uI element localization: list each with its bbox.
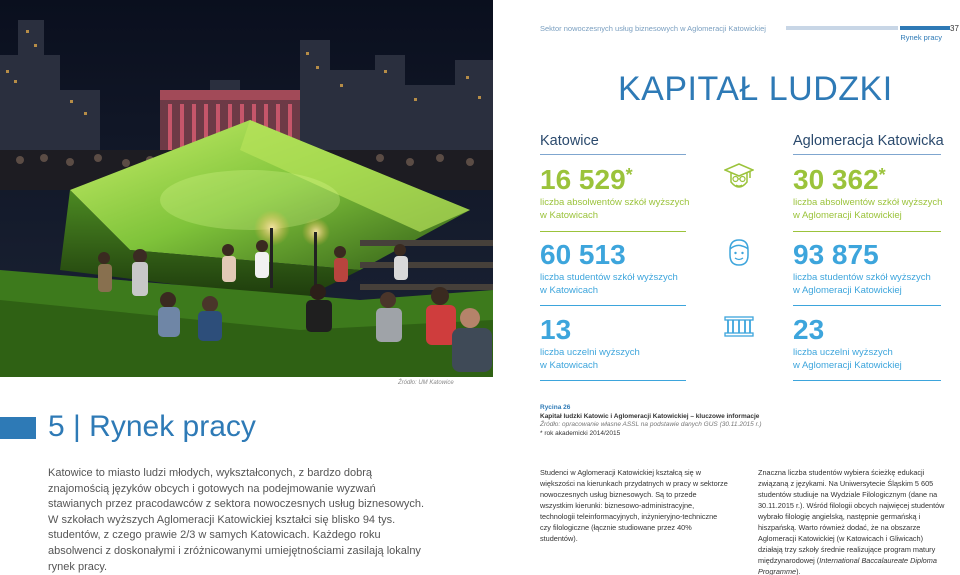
stat-label: liczba studentów szkół wyższych w Katowicach: [540, 272, 678, 296]
stat-rule: [793, 380, 941, 381]
body-column-2: Znaczna liczba studentów wybiera ścieżkę edukacji związaną z językami. Na Uniwersytecie Śląskim 5 605 studentów studiuje na Wydziale Filologicznym (dane na 30.11.2015 r.). Wśród filologii obcych najwięcej studentów wybrało filologię angielską, następnie germańską i hiszpańską. Warto również dodać, że na obszarze Aglomeracji Katowickiej (w Katowicach i Gliwicach) działają trzy szkoły średnie realizujące program matury międzynarodowej (International Baccalaureate Diploma Programme).: [758, 468, 945, 575]
figure-label: Rycina 26: [540, 404, 571, 411]
column-heading-katowice: Katowice: [540, 133, 599, 149]
stat-rule: [540, 231, 686, 232]
stat-value: 93 875: [793, 239, 879, 270]
cover-photo: [0, 0, 493, 377]
stat-universities-katowice: [540, 316, 640, 372]
stat-label: liczba absolwentów szkół wyższych w Katowicach: [540, 197, 690, 221]
university-building-icon: [724, 316, 754, 343]
heading-rule-right: [793, 154, 941, 155]
stat-students-katowice: [540, 241, 678, 297]
header-bar-light: [786, 26, 898, 30]
photo-credit: Źródło: UM Katowice: [398, 380, 454, 386]
header-bar-dark: [900, 26, 950, 30]
student-face-icon: [726, 238, 752, 273]
header-bars: [786, 26, 950, 30]
lead-paragraph: Katowice to miasto ludzi młodych, wykształconych, z bardzo dobrą znajomością języków obcych i gotowych na podejmowanie wyzwań stawianych przez pracodawców z sektora nowoczesnych usług biznesowych. W szkołach wyższych Aglomeracji Katowickiej kształci się blisko 94 tys. studentów, z czego prawie 2/3 w samych Katowicach. Każdego roku absolwenci z doskonałymi i zróżnicowanymi umiejętnościami zasilają lokalny rynek pracy.: [48, 467, 425, 573]
stat-value: 60 513: [540, 239, 626, 270]
emphasis-programme-name: International Baccalaureate Diploma Programme: [758, 556, 937, 575]
section-name: Rynek pracy: [900, 33, 942, 42]
stat-rule: [540, 380, 686, 381]
figure-note: * rok akademicki 2014/2015: [540, 429, 621, 437]
page-number: 37: [950, 24, 959, 33]
running-head: Sektor nowoczesnych usług biznesowych w Aglomeracji Katowickiej: [540, 24, 766, 33]
stat-label: liczba uczelni wyższych w Katowicach: [540, 347, 640, 371]
stat-universities-aglomeracja: [793, 316, 902, 372]
figure-title: Kapitał ludzki Katowic i Aglomeracji Katowickiej – kluczowe informacje: [540, 412, 760, 420]
figure-caption: [540, 404, 762, 438]
section-marker-bar: [0, 417, 36, 439]
stat-value: 23: [793, 314, 825, 345]
stat-label: liczba studentów szkół wyższych w Aglomeracji Katowickiej: [793, 272, 931, 296]
section-heading: 5 | Rynek pracy: [48, 410, 256, 443]
stat-rule: [540, 305, 686, 306]
stat-value: 13: [540, 314, 572, 345]
graduate-icon: [724, 162, 754, 199]
stat-rule: [793, 231, 941, 232]
stat-value: 16 529*: [540, 164, 633, 195]
stat-label: liczba absolwentów szkół wyższych w Aglomeracji Katowickiej: [793, 197, 943, 221]
stat-label: liczba uczelni wyższych w Aglomeracji Katowickiej: [793, 347, 902, 371]
heading-rule-left: [540, 154, 686, 155]
figure-source: Źródło: opracowanie własne ASSL na podstawie danych GUS (30.11.2015 r.): [540, 421, 762, 428]
column-heading-aglomeracja: Aglomeracja Katowicka: [793, 133, 944, 149]
body-column-1: Studenci w Aglomeracji Katowickiej kształcą się w większości na kierunkach przydatnych w pracy w sektorze nowoczesnych usług biznesowych. Są to przede wszystkim kierunki: biznesowo-administracyjne, technologii teleinformacyjnych, inżynieryjno-techniczne czy filologiczne (łącznie studiowane przez 40% studentów).: [540, 468, 728, 543]
stat-rule: [793, 305, 941, 306]
stat-graduates-aglomeracja: [793, 166, 942, 222]
stat-graduates-katowice: [540, 166, 689, 222]
stat-students-aglomeracja: [793, 241, 931, 297]
page-title: KAPITAŁ LUDZKI: [618, 70, 893, 108]
stat-value: 30 362*: [793, 164, 886, 195]
